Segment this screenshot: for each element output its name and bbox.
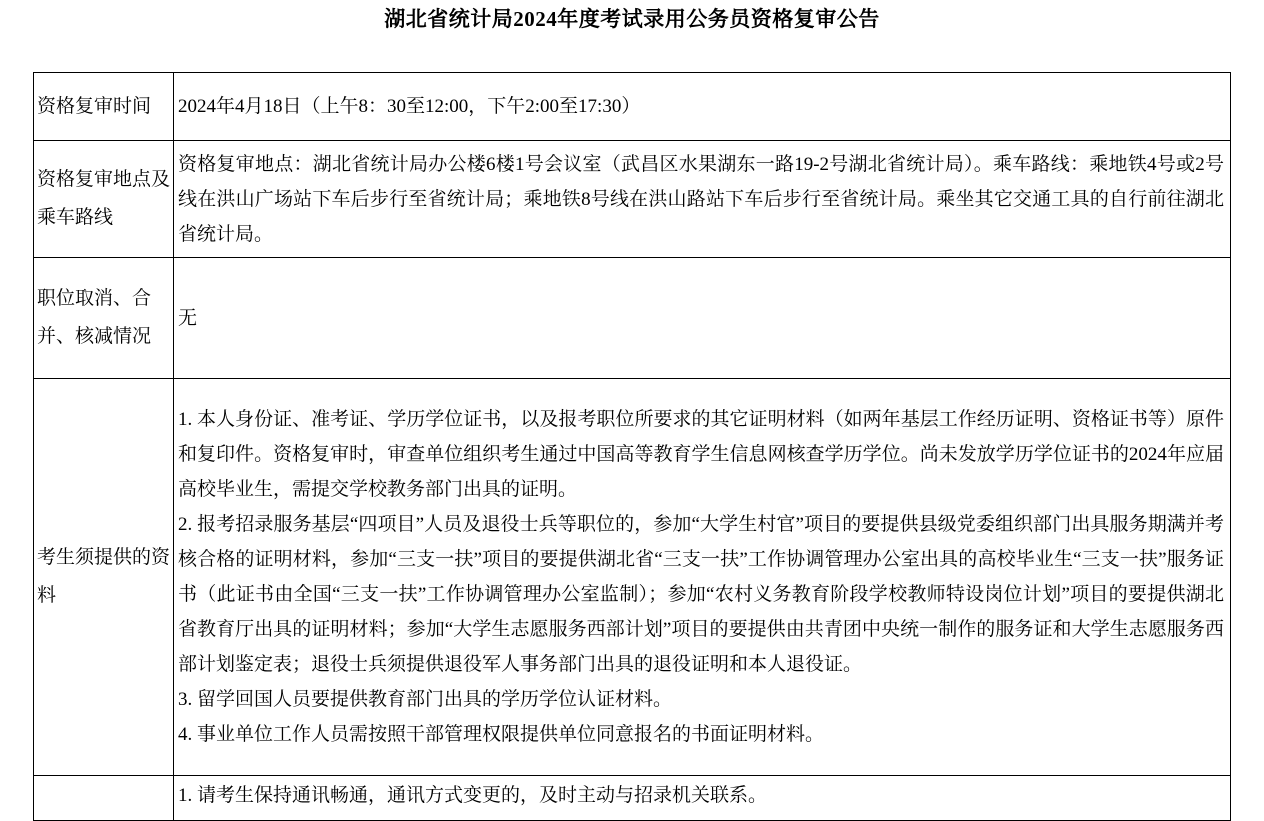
row-label-required-materials: 考生须提供的资料 — [34, 379, 174, 776]
row-content-required-materials — [174, 379, 1231, 776]
row-label-location-route: 资格复审地点及乘车路线 — [34, 141, 174, 258]
required-materials-item-3: 3. 留学回国人员要提供教育部门出具的学历学位认证材料。 — [178, 689, 673, 710]
announcement-table — [33, 72, 1231, 821]
table-row-position-changes — [34, 258, 1231, 379]
required-materials-item-1: 1. 本人身份证、准考证、学历学位证书，以及报考职位所要求的其它证明材料（如两年基层工作经历证明、资格证书等）原件和复印件。资格复审时，审查单位组织考生通过中国高等教育学生信息网核查学历学位。尚未发放学历学位证书的2024年应届高校毕业生，需提交学校教务部门出具的证明。 — [178, 409, 1224, 500]
review-time-text: 2024年4月18日（上午8：30至12:00，下午2:00至17:30） — [178, 96, 641, 117]
row-label-position-changes: 职位取消、合并、核减情况 — [34, 258, 174, 379]
location-route-text: 资格复审地点：湖北省统计局办公楼6楼1号会议室（武昌区水果湖东一路19-2号湖北省统计局）。乘车路线：乘地铁4号或2号线在洪山广场站下车后步行至省统计局；乘地铁8号线在洪山路站下车后步行至省统计局。乘坐其它交通工具的自行前往湖北省统计局。 — [178, 153, 1224, 245]
row-label-review-time: 资格复审时间 — [34, 73, 174, 141]
row-content-position-changes — [174, 258, 1231, 379]
table-row-required-materials — [34, 379, 1231, 776]
table-row-location-route — [34, 141, 1231, 258]
position-changes-text: 无 — [178, 307, 198, 329]
table-row-review-time — [34, 73, 1231, 141]
row-label-notes — [34, 776, 174, 821]
required-materials-item-4: 4. 事业单位工作人员需按照干部管理权限提供单位同意报名的书面证明材料。 — [178, 724, 825, 745]
table-row-notes — [34, 776, 1231, 821]
row-content-location-route — [174, 141, 1231, 258]
page-title: 湖北省统计局2024年度考试录用公务员资格复审公告 — [384, 7, 880, 31]
row-content-notes — [174, 776, 1231, 821]
notes-text: 1. 请考生保持通讯畅通，通讯方式变更的，及时主动与招录机关联系。 — [178, 785, 768, 806]
row-content-review-time — [174, 73, 1231, 141]
required-materials-item-2: 2. 报考招录服务基层“四项目”人员及退役士兵等职位的，参加“大学生村官”项目的要提供县级党委组织部门出具服务期满并考核合格的证明材料，参加“三支一扶”项目的要提供湖北省“三支一扶”工作协调管理办公室出具的高校毕业生“三支一扶”服务证书（此证书由全国“三支一扶”工作协调管理办公室监制）；参加“农村义务教育阶段学校教师特设岗位计划”项目的要提供湖北省教育厅出具的证明材料；参加“大学生志愿服务西部计划”项目的要提供由共青团中央统一制作的服务证和大学生志愿服务西部计划鉴定表；退役士兵须提供退役军人事务部门出具的退役证明和本人退役证。 — [178, 514, 1224, 675]
